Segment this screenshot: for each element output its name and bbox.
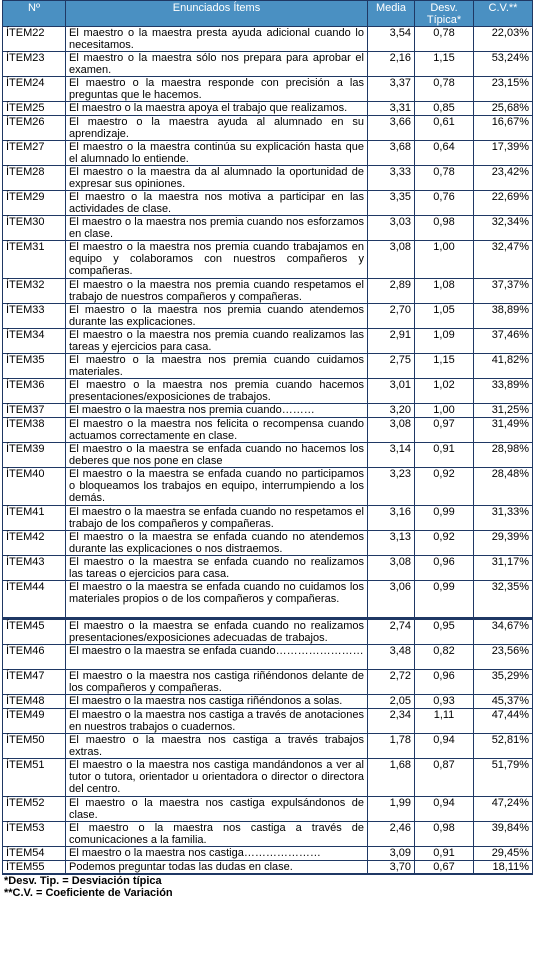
item-cv: 29,39% [474,531,533,556]
item-std-dev: 0,96 [415,670,474,695]
item-cv: 25,68% [474,102,533,116]
item-std-dev: 1,15 [415,354,474,379]
item-statement: El maestro o la maestra apoya el trabajo que realizamos. [66,102,368,116]
footnote-cv: **C.V. = Coeficiente de Variación [4,887,173,899]
item-std-dev: 0,98 [415,822,474,847]
item-mean: 3,01 [368,379,415,404]
item-mean: 2,74 [368,619,415,645]
item-cv: 32,35% [474,581,533,619]
item-statement: El maestro o la maestra se enfada cuando no hacemos los deberes que nos pone en clase [66,443,368,468]
item-std-dev: 0,95 [415,619,474,645]
item-cv: 34,67% [474,619,533,645]
table-row [3,279,533,304]
item-statement: El maestro o la maestra da al alumnado la oportunidad de expresar sus opiniones. [66,166,368,191]
item-std-dev: 0,99 [415,506,474,531]
item-id: ÍTEM52 [3,797,66,822]
item-statement: El maestro o la maestra nos premia cuando atendemos durante las explicaciones. [66,304,368,329]
item-mean: 3,31 [368,102,415,116]
item-id: ÍTEM24 [3,77,66,102]
item-statement: El maestro o la maestra se enfada cuando…………………… [66,645,368,670]
table-row [3,329,533,354]
item-id: ÍTEM22 [3,27,66,52]
item-statement: El maestro o la maestra nos castiga a través de comunicaciones a la familia. [66,822,368,847]
items-statistics-table [2,0,533,875]
item-std-dev: 0,64 [415,141,474,166]
footnote-std-dev: *Desv. Tip. = Desviación típica [4,875,162,887]
item-statement: El maestro o la maestra nos castiga mandándonos a ver al tutor o tutora, orientador u orientadora o director o directora del centro. [66,759,368,797]
item-id: ÍTEM44 [3,581,66,619]
item-mean: 3,08 [368,556,415,581]
header-statements: Enunciados Ítems [66,1,368,27]
item-id: ÍTEM39 [3,443,66,468]
item-statement: El maestro o la maestra nos premia cuando hacemos presentaciones/exposiciones de trabajos. [66,379,368,404]
table-row [3,404,533,418]
table-row [3,354,533,379]
item-std-dev: 1,15 [415,52,474,77]
item-mean: 3,37 [368,77,415,102]
item-id: ÍTEM30 [3,216,66,241]
item-cv: 32,34% [474,216,533,241]
table-row [3,645,533,670]
item-id: ÍTEM23 [3,52,66,77]
item-id: ÍTEM37 [3,404,66,418]
table-row [3,102,533,116]
table-row [3,531,533,556]
item-cv: 23,42% [474,166,533,191]
item-cv: 45,37% [474,695,533,709]
item-cv: 16,67% [474,116,533,141]
item-std-dev: 0,96 [415,556,474,581]
item-statement: El maestro o la maestra nos motiva a participar en las actividades de clase. [66,191,368,216]
item-mean: 2,05 [368,695,415,709]
item-id: ÍTEM36 [3,379,66,404]
item-std-dev: 0,61 [415,116,474,141]
item-id: ÍTEM48 [3,695,66,709]
table-row [3,443,533,468]
table-row [3,379,533,404]
table-row [3,847,533,861]
item-id: ÍTEM34 [3,329,66,354]
table-row [3,670,533,695]
item-std-dev: 0,97 [415,418,474,443]
item-std-dev: 1,05 [415,304,474,329]
item-id: ÍTEM40 [3,468,66,506]
item-statement: El maestro o la maestra sólo nos prepara para aprobar el examen. [66,52,368,77]
item-mean: 2,70 [368,304,415,329]
item-mean: 3,70 [368,861,415,875]
item-statement: El maestro o la maestra nos premia cuando realizamos las tareas y ejercicios para casa. [66,329,368,354]
item-cv: 47,24% [474,797,533,822]
table-row [3,77,533,102]
item-std-dev: 0,78 [415,27,474,52]
item-id: ÍTEM47 [3,670,66,695]
item-id: ÍTEM45 [3,619,66,645]
table-row [3,506,533,531]
item-id: ÍTEM29 [3,191,66,216]
item-id: ÍTEM41 [3,506,66,531]
item-cv: 31,33% [474,506,533,531]
item-mean: 2,91 [368,329,415,354]
item-cv: 23,15% [474,77,533,102]
item-statement: El maestro o la maestra nos castiga riñéndonos a solas. [66,695,368,709]
item-mean: 3,33 [368,166,415,191]
header-mean: Media [368,1,415,27]
table-row [3,304,533,329]
item-mean: 3,54 [368,27,415,52]
item-cv: 53,24% [474,52,533,77]
item-cv: 52,81% [474,734,533,759]
item-mean: 3,66 [368,116,415,141]
item-statement: El maestro o la maestra nos castiga expulsándonos de clase. [66,797,368,822]
item-id: ÍTEM54 [3,847,66,861]
item-statement: El maestro o la maestra nos castiga riñéndonos delante de los compañeros y compañeras. [66,670,368,695]
item-std-dev: 0,91 [415,443,474,468]
item-cv: 22,03% [474,27,533,52]
item-mean: 3,06 [368,581,415,619]
table-row [3,27,533,52]
item-std-dev: 0,76 [415,191,474,216]
item-statement: El maestro o la maestra se enfada cuando no realizamos las tareas o ejercicios para casa. [66,556,368,581]
item-statement: El maestro o la maestra nos castiga………………… [66,847,368,861]
item-mean: 1,68 [368,759,415,797]
table-row [3,418,533,443]
table-row [3,797,533,822]
item-id: ÍTEM46 [3,645,66,670]
table-row [3,734,533,759]
item-cv: 23,56% [474,645,533,670]
table-row [3,556,533,581]
item-cv: 39,84% [474,822,533,847]
table-row [3,709,533,734]
item-mean: 3,35 [368,191,415,216]
item-statement: El maestro o la maestra se enfada cuando no atendemos durante las explicaciones o nos distraemos. [66,531,368,556]
table-row [3,166,533,191]
item-id: ÍTEM51 [3,759,66,797]
item-cv: 37,37% [474,279,533,304]
item-std-dev: 1,02 [415,379,474,404]
item-mean: 3,08 [368,418,415,443]
item-std-dev: 0,82 [415,645,474,670]
item-id: ÍTEM49 [3,709,66,734]
item-std-dev: 0,92 [415,468,474,506]
item-statement: El maestro o la maestra continúa su explicación hasta que el alumnado lo entiende. [66,141,368,166]
item-cv: 22,69% [474,191,533,216]
item-cv: 17,39% [474,141,533,166]
item-id: ÍTEM55 [3,861,66,875]
item-mean: 3,23 [368,468,415,506]
table-footnotes [4,875,534,899]
item-std-dev: 0,93 [415,695,474,709]
item-cv: 28,48% [474,468,533,506]
item-statement: El maestro o la maestra nos premia cuando nos esforzamos en clase. [66,216,368,241]
item-statement: Podemos preguntar todas las dudas en clase. [66,861,368,875]
item-std-dev: 0,85 [415,102,474,116]
item-std-dev: 1,00 [415,404,474,418]
item-id: ÍTEM50 [3,734,66,759]
item-statement: El maestro o la maestra nos premia cuando respetamos el trabajo de nuestros compañeros y compañeras. [66,279,368,304]
item-statement: El maestro o la maestra presta ayuda adicional cuando lo necesitamos. [66,27,368,52]
item-std-dev: 0,87 [415,759,474,797]
item-cv: 41,82% [474,354,533,379]
item-mean: 3,03 [368,216,415,241]
item-mean: 3,68 [368,141,415,166]
item-cv: 31,49% [474,418,533,443]
item-cv: 47,44% [474,709,533,734]
item-std-dev: 0,78 [415,166,474,191]
item-cv: 31,25% [474,404,533,418]
item-statement: El maestro o la maestra se enfada cuando no participamos o bloqueamos los trabajos en equipo, interrumpiendo a los demás. [66,468,368,506]
item-statement: El maestro o la maestra nos premia cuando cuidamos materiales. [66,354,368,379]
item-mean: 1,78 [368,734,415,759]
table-body [3,27,533,875]
item-cv: 29,45% [474,847,533,861]
item-id: ÍTEM42 [3,531,66,556]
item-statement: El maestro o la maestra nos castiga a través trabajos extras. [66,734,368,759]
item-mean: 3,09 [368,847,415,861]
item-std-dev: 0,94 [415,797,474,822]
item-id: ÍTEM53 [3,822,66,847]
item-id: ÍTEM35 [3,354,66,379]
header-cv: C.V.** [474,1,533,27]
item-statement: El maestro o la maestra ayuda al alumnado en su aprendizaje. [66,116,368,141]
item-cv: 38,89% [474,304,533,329]
item-id: ÍTEM25 [3,102,66,116]
item-std-dev: 1,11 [415,709,474,734]
item-mean: 2,89 [368,279,415,304]
item-cv: 33,89% [474,379,533,404]
item-id: ÍTEM38 [3,418,66,443]
item-id: ÍTEM26 [3,116,66,141]
item-mean: 3,16 [368,506,415,531]
item-std-dev: 0,98 [415,216,474,241]
item-statement: El maestro o la maestra responde con precisión a las preguntas que le hacemos. [66,77,368,102]
item-statement: El maestro o la maestra se enfada cuando no realizamos presentaciones/exposiciones adecuadas de trabajos. [66,619,368,645]
item-cv: 28,98% [474,443,533,468]
item-statement: El maestro o la maestra nos felicita o recompensa cuando actuamos correctamente en clase. [66,418,368,443]
item-id: ÍTEM32 [3,279,66,304]
table-row [3,52,533,77]
item-id: ÍTEM28 [3,166,66,191]
table-header-row [3,1,533,27]
item-std-dev: 1,00 [415,241,474,279]
item-statement: El maestro o la maestra nos premia cuando……… [66,404,368,418]
item-mean: 2,16 [368,52,415,77]
item-id: ÍTEM43 [3,556,66,581]
table-row [3,468,533,506]
item-std-dev: 1,09 [415,329,474,354]
item-cv: 18,11% [474,861,533,875]
item-std-dev: 0,67 [415,861,474,875]
item-mean: 3,13 [368,531,415,556]
table-row [3,116,533,141]
item-mean: 2,72 [368,670,415,695]
item-statement: El maestro o la maestra se enfada cuando no respetamos el trabajo de los compañeros y compañeras. [66,506,368,531]
table-row [3,141,533,166]
table-row [3,695,533,709]
item-mean: 3,14 [368,443,415,468]
item-std-dev: 0,94 [415,734,474,759]
item-mean: 3,20 [368,404,415,418]
table-row [3,216,533,241]
item-id: ÍTEM31 [3,241,66,279]
item-cv: 51,79% [474,759,533,797]
item-mean: 1,99 [368,797,415,822]
table-row [3,241,533,279]
item-mean: 2,34 [368,709,415,734]
table-row [3,822,533,847]
item-std-dev: 0,78 [415,77,474,102]
item-cv: 31,17% [474,556,533,581]
item-cv: 32,47% [474,241,533,279]
item-std-dev: 1,08 [415,279,474,304]
table-row [3,619,533,645]
item-statement: El maestro o la maestra se enfada cuando no cuidamos los materiales propios o de los compañeros y compañeras. [66,581,368,619]
table-row [3,581,533,619]
item-cv: 35,29% [474,670,533,695]
item-mean: 3,08 [368,241,415,279]
item-std-dev: 0,92 [415,531,474,556]
table-row [3,861,533,875]
item-id: ÍTEM27 [3,141,66,166]
header-std-dev: Desv. Típica* [415,1,474,27]
header-number: Nº [3,1,66,27]
table-row [3,191,533,216]
item-cv: 37,46% [474,329,533,354]
item-std-dev: 0,91 [415,847,474,861]
table-row [3,759,533,797]
item-statement: El maestro o la maestra nos castiga a través de anotaciones en nuestros trabajos o cuadernos. [66,709,368,734]
item-statement: El maestro o la maestra nos premia cuando trabajamos en equipo y colaboramos con nuestros compañeros y compañeras. [66,241,368,279]
item-mean: 2,46 [368,822,415,847]
item-std-dev: 0,99 [415,581,474,619]
item-mean: 2,75 [368,354,415,379]
item-id: ÍTEM33 [3,304,66,329]
item-mean: 3,48 [368,645,415,670]
